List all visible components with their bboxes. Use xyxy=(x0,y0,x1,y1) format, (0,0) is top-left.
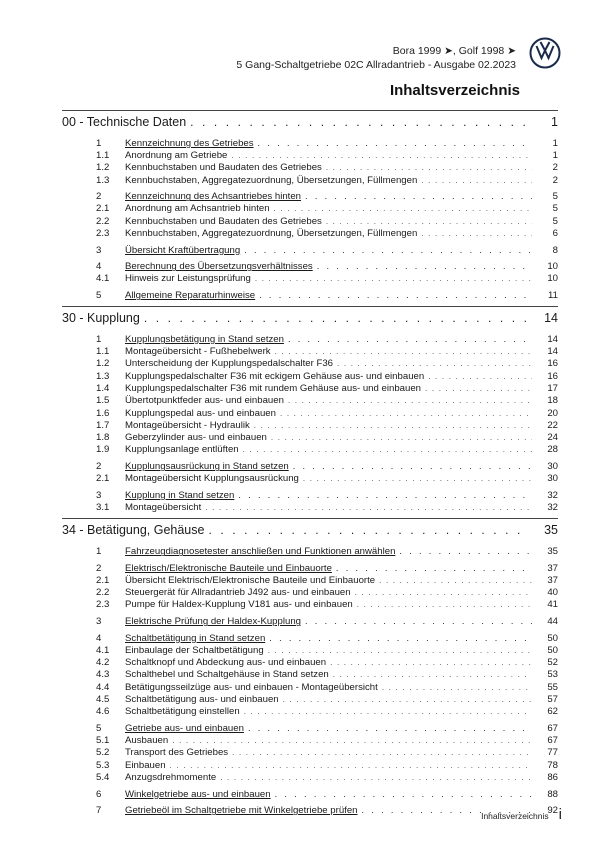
toc-section-entry[interactable] xyxy=(62,289,558,302)
section-title: Elektrisch/Elektronische Bauteile und Einbauorte xyxy=(125,562,332,574)
dot-leader xyxy=(268,645,532,657)
dot-leader xyxy=(326,216,532,228)
toc-section-entry[interactable] xyxy=(62,137,558,150)
dot-leader xyxy=(326,162,532,174)
toc-subsection-entry[interactable] xyxy=(62,502,558,514)
section-number: 2 xyxy=(96,191,102,203)
dot-leader xyxy=(144,311,528,325)
toc-subsection-entry[interactable] xyxy=(62,216,558,228)
section-number: 5.4 xyxy=(96,771,110,783)
section-title: Kupplungsausrückung in Stand setzen xyxy=(125,461,289,473)
section-number: 1.4 xyxy=(96,382,110,394)
section-title: Kupplungspedalschalter F36 mit eckigem Gehäuse aus- und einbauen xyxy=(125,370,425,382)
dot-leader xyxy=(232,747,532,759)
section-page-number: 67 xyxy=(547,723,558,735)
section-page-number: 17 xyxy=(547,382,558,394)
section-title: Transport des Getriebes xyxy=(125,747,229,759)
section-number: 5.2 xyxy=(96,747,110,759)
section-title: Berechnung des Übersetzungsverhältnisses xyxy=(125,261,313,273)
toc-subsection-entry[interactable] xyxy=(62,273,558,285)
toc-subsection-entry[interactable] xyxy=(62,432,558,444)
section-number: 2.3 xyxy=(96,599,110,611)
section-number: 1.9 xyxy=(96,444,110,456)
section-title: Elektrische Prüfung der Haldex-Kupplung xyxy=(125,616,301,628)
chapter-page-number: 35 xyxy=(544,523,558,538)
toc-subsection-entry[interactable] xyxy=(62,760,558,772)
chapter-title: 30 - Kupplung xyxy=(62,311,140,326)
section-page-number: 30 xyxy=(547,473,558,485)
toc-subsection-entry[interactable] xyxy=(62,575,558,587)
section-page-number: 10 xyxy=(547,261,558,273)
section-number: 1.2 xyxy=(96,358,110,370)
section-title: Unterscheidung der Kupplungspedalschalter F36 xyxy=(125,358,333,370)
toc-chapter-entry[interactable] xyxy=(62,115,558,131)
section-title: Kennzeichnung des Getriebes xyxy=(125,138,254,149)
dot-leader xyxy=(379,575,532,587)
section-page-number: 5 xyxy=(552,191,558,203)
chapter-page-number: 1 xyxy=(551,115,558,129)
toc-section-entry[interactable] xyxy=(62,615,558,628)
dot-leader xyxy=(355,587,532,599)
section-title: Schaltbetätigung einstellen xyxy=(125,706,240,718)
section-title: Getriebe aus- und einbauen xyxy=(125,723,244,735)
section-number: 5.1 xyxy=(96,735,110,747)
section-page-number: 50 xyxy=(547,644,558,656)
section-number: 2 xyxy=(96,461,102,473)
dot-leader xyxy=(271,432,532,444)
vw-logo-icon xyxy=(529,37,561,69)
section-title: Kennbuchstaben und Baudaten des Getriebes xyxy=(125,215,322,227)
section-number: 1.7 xyxy=(96,419,110,431)
section-title: Einbaulage der Schaltbetätigung xyxy=(125,644,264,656)
section-title: Kennbuchstaben und Baudaten des Getriebes xyxy=(125,162,322,174)
section-title: Kupplung in Stand setzen xyxy=(125,490,235,502)
dot-leader xyxy=(317,260,532,272)
section-title: Einbauen xyxy=(125,759,166,771)
section-page-number: 55 xyxy=(547,681,558,693)
dot-leader xyxy=(293,460,532,472)
section-page-number: 10 xyxy=(547,273,558,285)
section-page-number: 24 xyxy=(547,432,558,444)
section-title: Allgemeine Reparaturhinweise xyxy=(125,290,256,302)
section-page-number: 1 xyxy=(552,150,558,161)
section-page-number: 14 xyxy=(547,346,558,358)
section-number: 2.2 xyxy=(96,215,110,227)
toc-section-entry[interactable] xyxy=(62,260,558,273)
toc-chapter xyxy=(62,306,558,514)
section-title: Schaltbetätigung aus- und einbauen xyxy=(125,693,279,705)
dot-leader xyxy=(357,599,532,611)
dot-leader xyxy=(305,190,532,202)
section-page-number: 86 xyxy=(547,771,558,783)
toc-subsection-entry[interactable] xyxy=(62,694,558,706)
section-page-number: 88 xyxy=(547,788,558,800)
section-title: Hinweis zur Leistungsprüfung xyxy=(125,273,251,285)
section-number: 4.5 xyxy=(96,693,110,705)
dot-leader xyxy=(421,175,532,187)
section-page-number: 77 xyxy=(547,747,558,759)
section-number: 2 xyxy=(96,562,102,574)
toc-subsection-entry[interactable] xyxy=(62,203,558,215)
toc-subsection-entry[interactable] xyxy=(62,358,558,370)
section-number: 4.1 xyxy=(96,644,110,656)
toc-section-entry[interactable] xyxy=(62,788,558,801)
dot-leader xyxy=(248,722,532,734)
toc-section-entry[interactable] xyxy=(62,722,558,735)
dot-leader xyxy=(305,615,532,627)
section-number: 7 xyxy=(96,805,102,817)
toc-section-entry[interactable] xyxy=(62,190,558,203)
section-number: 5 xyxy=(96,290,102,302)
section-page-number: 67 xyxy=(547,735,558,747)
section-number: 5.3 xyxy=(96,759,110,771)
toc-subsection-entry[interactable] xyxy=(62,706,558,718)
toc-section-entry[interactable] xyxy=(62,545,558,558)
dot-leader xyxy=(280,408,532,420)
dot-leader xyxy=(244,244,532,256)
section-number: 1.6 xyxy=(96,407,110,419)
section-title: Übersicht Elektrisch/Elektronische Bauteile und Einbauorte xyxy=(125,574,376,586)
section-page-number: 2 xyxy=(552,162,558,174)
section-number: 1.2 xyxy=(96,162,110,174)
section-title: Pumpe für Haldex-Kupplung V181 aus- und einbauen xyxy=(125,599,353,611)
dot-leader xyxy=(190,115,528,129)
section-number: 3.1 xyxy=(96,502,110,514)
dot-leader xyxy=(172,735,532,747)
section-title: Schaltknopf und Abdeckung aus- und einbauen xyxy=(125,657,327,669)
section-title: Anordnung am Getriebe xyxy=(125,150,228,161)
dot-leader xyxy=(170,760,532,772)
toc-subsection-entry[interactable] xyxy=(62,735,558,747)
section-title: Montageübersicht xyxy=(125,502,202,514)
dot-leader xyxy=(208,523,528,537)
section-number: 3 xyxy=(96,616,102,628)
section-title: Schaltbetätigung in Stand setzen xyxy=(125,632,266,644)
section-title: Montageübersicht - Hydraulik xyxy=(125,419,250,431)
section-page-number: 30 xyxy=(547,461,558,473)
section-number: 5 xyxy=(96,723,102,735)
dot-leader xyxy=(274,203,532,215)
table-of-contents xyxy=(62,110,558,821)
section-number: 1.1 xyxy=(96,346,110,358)
section-page-number: 6 xyxy=(552,227,558,239)
section-title: Winkelgetriebe aus- und einbauen xyxy=(125,788,271,800)
toc-subsection-entry[interactable] xyxy=(62,150,558,162)
dot-leader xyxy=(428,371,532,383)
toc-subsection-entry[interactable] xyxy=(62,772,558,784)
toc-subsection-entry[interactable] xyxy=(62,669,558,681)
toc-subsection-entry[interactable] xyxy=(62,346,558,358)
section-page-number: 22 xyxy=(547,419,558,431)
section-number: 1 xyxy=(96,138,102,149)
section-title: Getriebeöl im Schaltgetriebe mit Winkelgetriebe prüfen xyxy=(125,805,358,817)
header-model-line: Bora 1999 ➤, Golf 1998 ➤ xyxy=(392,45,516,57)
toc-subsection-entry[interactable] xyxy=(62,420,558,432)
chapter-title: 34 - Betätigung, Gehäuse xyxy=(62,523,205,538)
section-page-number: 41 xyxy=(547,599,558,611)
section-number: 2.3 xyxy=(96,227,110,239)
section-title: Kennbuchstaben, Aggregatezuordnung, Übersetzungen, Füllmengen xyxy=(125,227,418,239)
section-number: 4.2 xyxy=(96,657,110,669)
toc-subsection-entry[interactable] xyxy=(62,228,558,240)
header-edition-line: 5 Gang-Schaltgetriebe 02C Allradantrieb - Ausgabe 02.2023 xyxy=(236,59,516,71)
section-number: 2.1 xyxy=(96,473,110,485)
footer-label: Inhaltsverzeichnis xyxy=(481,811,549,821)
section-page-number: 92 xyxy=(547,805,558,817)
dot-leader xyxy=(288,333,532,345)
section-page-number: 53 xyxy=(547,669,558,681)
toc-section-entry[interactable] xyxy=(62,489,558,502)
dot-leader xyxy=(254,420,532,432)
dot-leader xyxy=(238,489,532,501)
dot-leader xyxy=(283,694,532,706)
section-page-number: 78 xyxy=(547,759,558,771)
section-page-number: 5 xyxy=(552,203,558,215)
section-page-number: 8 xyxy=(552,244,558,256)
toc-section-entry[interactable] xyxy=(62,244,558,257)
toc-chapter xyxy=(62,518,558,817)
dot-leader xyxy=(303,473,532,485)
section-number: 1.3 xyxy=(96,174,110,186)
section-title: Anzugsdrehmomente xyxy=(125,771,217,783)
toc-subsection-entry[interactable] xyxy=(62,444,558,456)
section-page-number: 62 xyxy=(547,706,558,718)
dot-leader xyxy=(275,346,532,358)
section-page-number: 20 xyxy=(547,407,558,419)
section-page-number: 14 xyxy=(547,334,558,346)
section-number: 1.3 xyxy=(96,370,110,382)
section-title: Kupplungspedal aus- und einbauen xyxy=(125,407,276,419)
chapter-page-number: 14 xyxy=(544,311,558,326)
section-title: Übersicht Kraftübertragung xyxy=(125,244,241,256)
section-title: Kennbuchstaben, Aggregatezuordnung, Übersetzungen, Füllmengen xyxy=(125,174,418,186)
toc-subsection-entry[interactable] xyxy=(62,383,558,395)
dot-leader xyxy=(205,502,532,514)
section-page-number: 32 xyxy=(547,502,558,514)
toc-subsection-entry[interactable] xyxy=(62,175,558,187)
section-title: Betätigungsseilzüge aus- und einbauen - Montageübersicht xyxy=(125,681,378,693)
dot-leader xyxy=(259,289,532,301)
section-title: Kupplungsbetätigung in Stand setzen xyxy=(125,334,284,346)
toc-subsection-entry[interactable] xyxy=(62,473,558,485)
section-title: Übertotpunktfeder aus- und einbauen xyxy=(125,395,284,407)
dot-leader xyxy=(243,444,532,456)
dot-leader xyxy=(421,228,532,240)
toc-subsection-entry[interactable] xyxy=(62,408,558,420)
section-page-number: 35 xyxy=(547,546,558,558)
toc-subsection-entry[interactable] xyxy=(62,162,558,174)
section-number: 6 xyxy=(96,788,102,800)
section-number: 1 xyxy=(96,334,102,346)
toc-section-entry[interactable] xyxy=(62,460,558,473)
section-title: Kupplungsanlage entlüften xyxy=(125,444,239,456)
page-title: Inhaltsverzeichnis xyxy=(389,82,520,99)
section-number: 1.5 xyxy=(96,395,110,407)
toc-subsection-entry[interactable] xyxy=(62,371,558,383)
toc-section-entry[interactable] xyxy=(62,333,558,346)
dot-leader xyxy=(425,383,532,395)
section-number: 1.8 xyxy=(96,432,110,444)
section-page-number: 50 xyxy=(547,632,558,644)
section-number: 4.1 xyxy=(96,273,110,285)
dot-leader xyxy=(220,772,532,784)
toc-subsection-entry[interactable] xyxy=(62,645,558,657)
dot-leader xyxy=(337,358,532,370)
dot-leader xyxy=(333,669,532,681)
section-title: Fahrzeugdiagnosetester anschließen und Funktionen anwählen xyxy=(125,546,396,558)
toc-section-entry[interactable] xyxy=(62,562,558,575)
dot-leader xyxy=(330,657,532,669)
toc-section-entry[interactable] xyxy=(62,632,558,645)
toc-chapter xyxy=(62,110,558,302)
section-page-number: 44 xyxy=(547,616,558,628)
dot-leader xyxy=(399,545,532,557)
section-number: 3 xyxy=(96,244,102,256)
toc-chapter-entry[interactable] xyxy=(62,311,558,327)
section-title: Kupplungspedalschalter F36 mit rundem Gehäuse aus- und einbauen xyxy=(125,382,422,394)
dot-leader xyxy=(288,395,532,407)
section-number: 4.3 xyxy=(96,669,110,681)
document-header xyxy=(236,44,516,72)
section-title: Ausbauen xyxy=(125,735,169,747)
toc-subsection-entry[interactable] xyxy=(62,682,558,694)
section-page-number: 5 xyxy=(552,215,558,227)
toc-subsection-entry[interactable] xyxy=(62,657,558,669)
section-number: 1 xyxy=(96,546,102,558)
section-number: 3 xyxy=(96,490,102,502)
dot-leader xyxy=(382,682,532,694)
section-page-number: 40 xyxy=(547,587,558,599)
section-number: 4.6 xyxy=(96,706,110,718)
page-footer xyxy=(481,806,562,823)
section-title: Steuergerät für Allradantrieb J492 aus- und einbauen xyxy=(125,587,351,599)
section-page-number: 2 xyxy=(552,174,558,186)
section-number: 2.1 xyxy=(96,203,110,215)
section-title: Kennzeichnung des Achsantriebes hinten xyxy=(125,191,302,203)
dot-leader xyxy=(244,706,532,718)
section-title: Schalthebel und Schaltgehäuse in Stand setzen xyxy=(125,669,329,681)
toc-subsection-entry[interactable] xyxy=(62,599,558,611)
section-number: 4.4 xyxy=(96,681,110,693)
section-page-number: 11 xyxy=(548,290,558,302)
section-page-number: 52 xyxy=(547,657,558,669)
section-number: 4 xyxy=(96,261,102,273)
chapter-title: 00 - Technische Daten xyxy=(62,115,187,129)
section-page-number: 1 xyxy=(552,138,558,149)
section-title: Montageübersicht Kupplungsausrückung xyxy=(125,473,299,485)
section-page-number: 57 xyxy=(547,693,558,705)
section-number: 2.1 xyxy=(96,574,110,586)
dot-leader xyxy=(275,788,532,800)
section-page-number: 18 xyxy=(547,395,558,407)
section-page-number: 16 xyxy=(547,370,558,382)
section-page-number: 37 xyxy=(547,574,558,586)
section-title: Montageübersicht - Fußhebelwerk xyxy=(125,346,271,358)
toc-subsection-entry[interactable] xyxy=(62,747,558,759)
section-title: Geberzylinder aus- und einbauen xyxy=(125,432,267,444)
dot-leader xyxy=(269,632,532,644)
dot-leader xyxy=(336,562,532,574)
section-page-number: 16 xyxy=(547,358,558,370)
dot-leader xyxy=(255,273,532,285)
toc-subsection-entry[interactable] xyxy=(62,395,558,407)
section-page-number: 28 xyxy=(547,444,558,456)
toc-subsection-entry[interactable] xyxy=(62,587,558,599)
dot-leader xyxy=(258,137,532,149)
section-number: 1.1 xyxy=(96,150,110,161)
toc-chapter-entry[interactable] xyxy=(62,523,558,539)
section-number: 4 xyxy=(96,632,102,644)
section-page-number: 37 xyxy=(547,562,558,574)
section-title: Anordnung am Achsantrieb hinten xyxy=(125,203,270,215)
section-number: 2.2 xyxy=(96,587,110,599)
footer-page-number: i xyxy=(558,806,562,823)
section-page-number: 32 xyxy=(547,490,558,502)
dot-leader xyxy=(231,150,532,162)
